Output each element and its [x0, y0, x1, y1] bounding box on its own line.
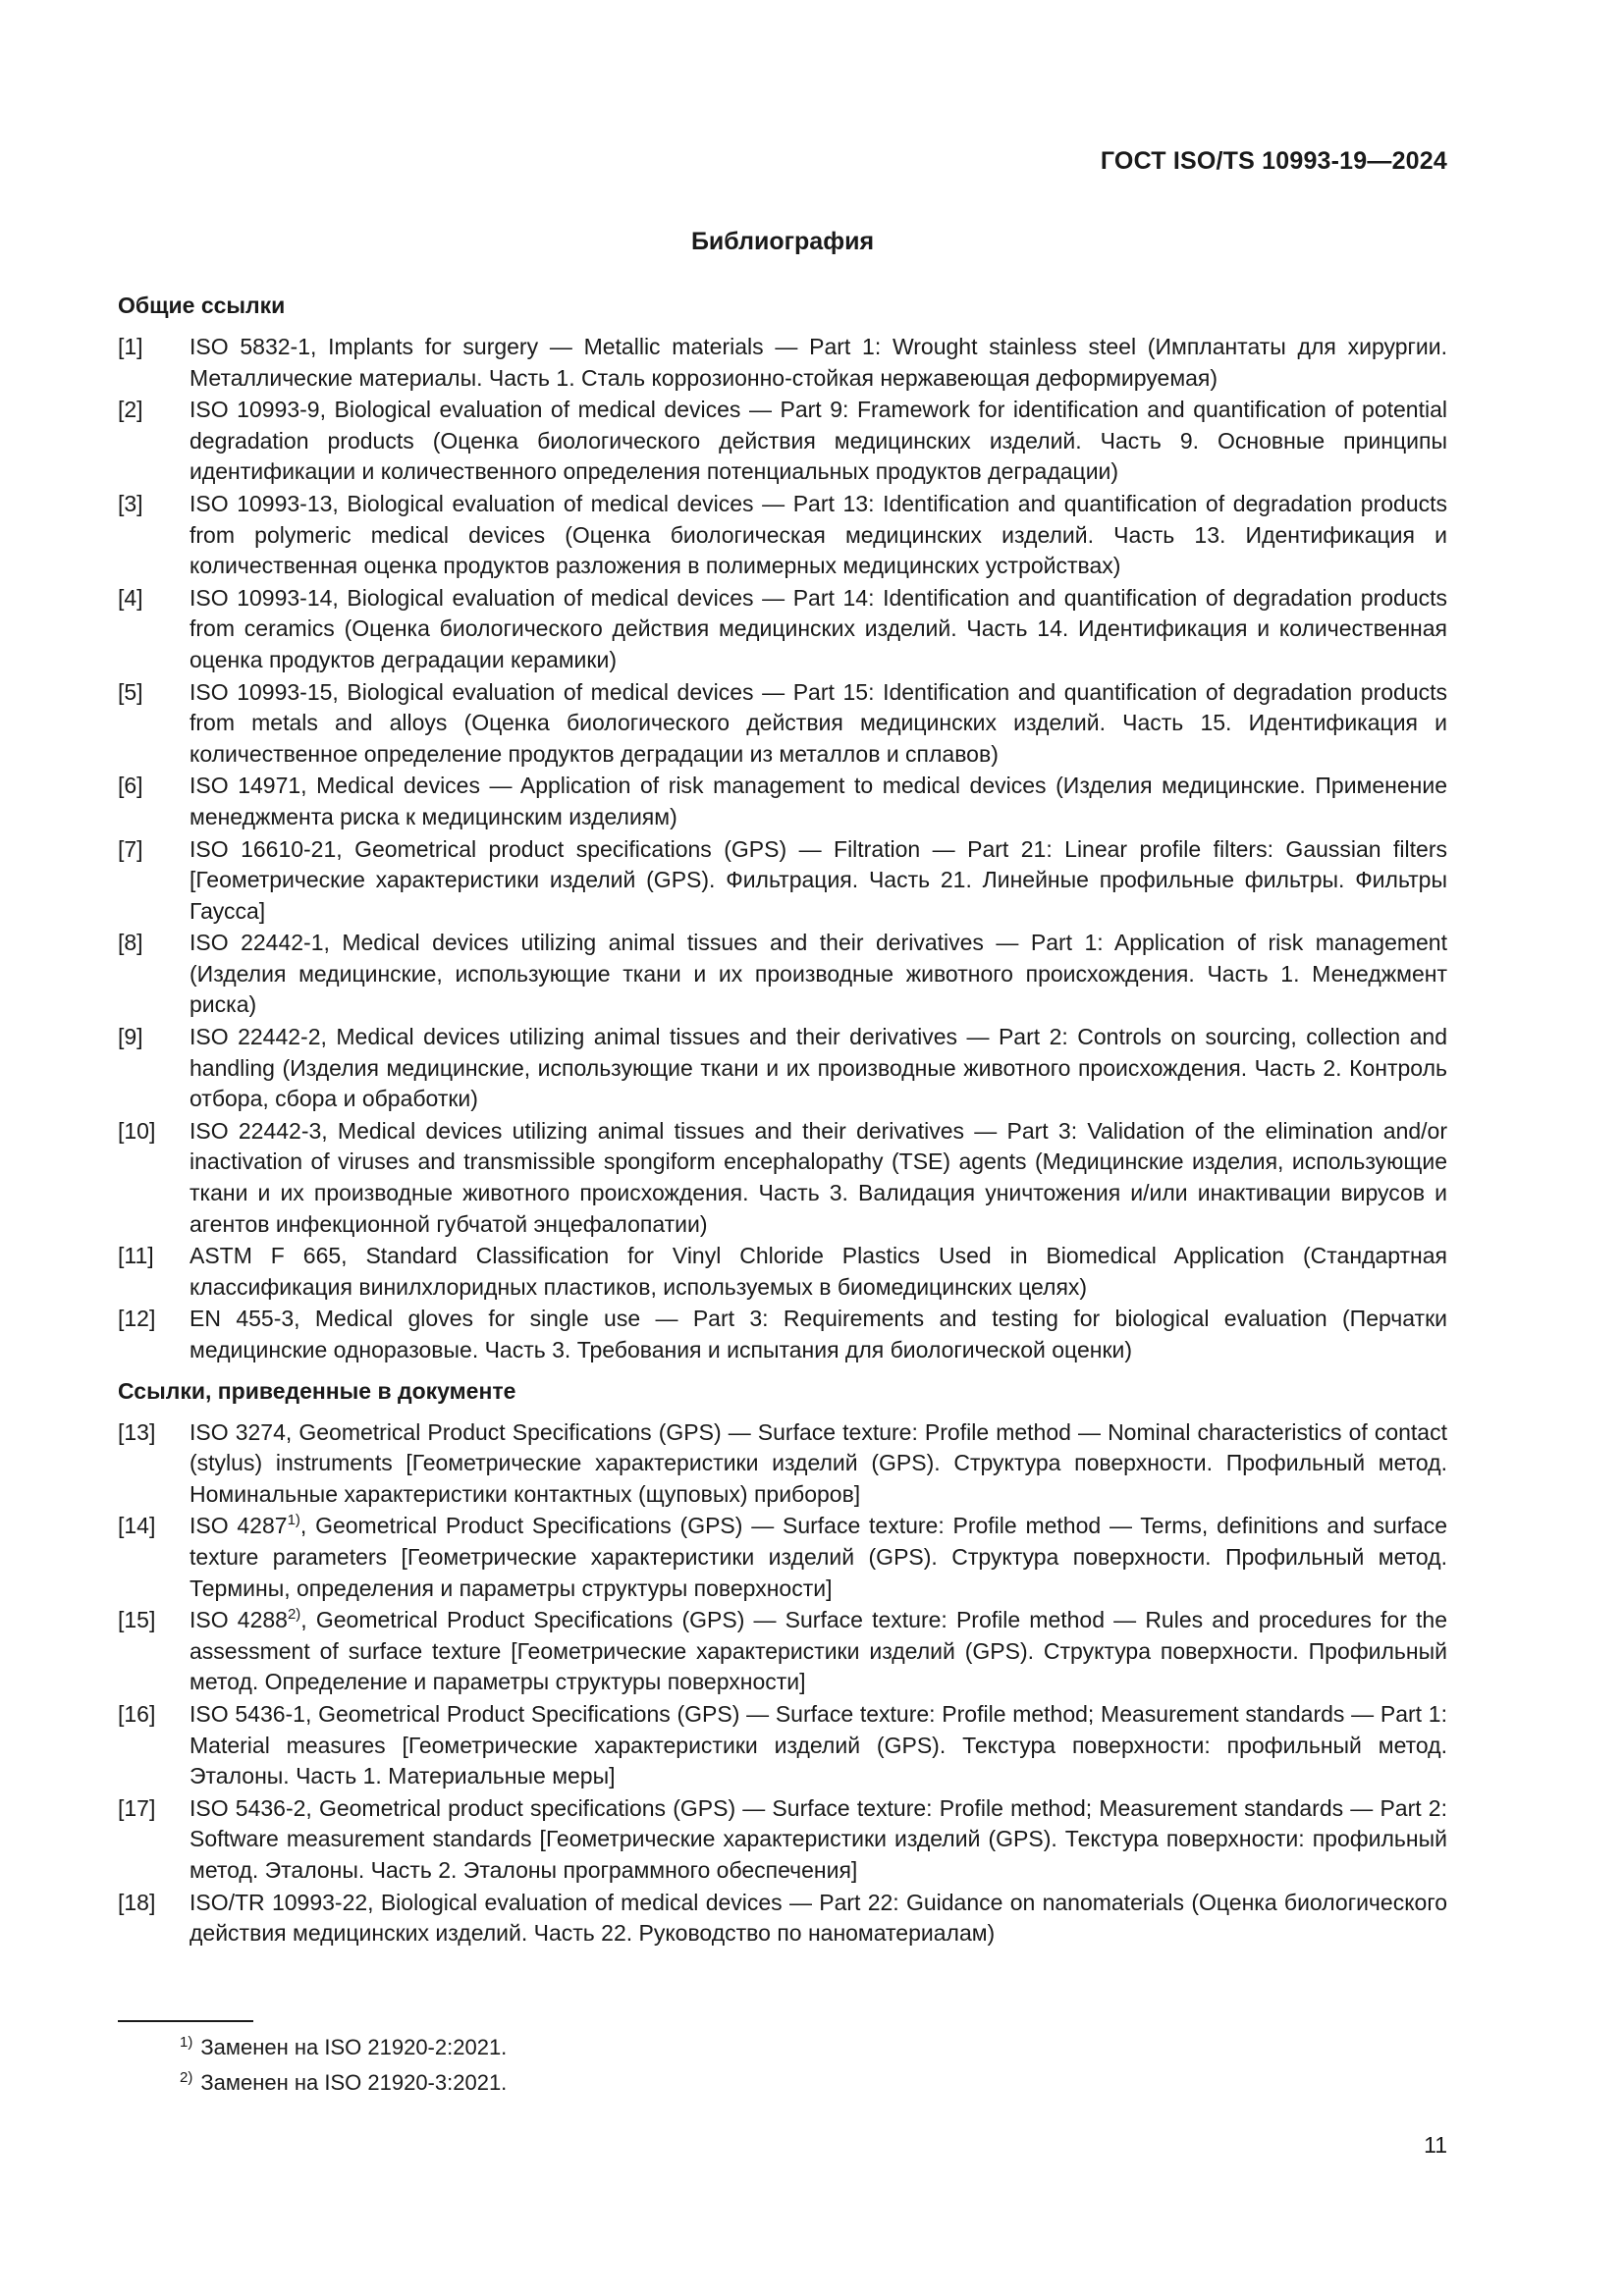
footnote-mark: 1): [180, 2034, 193, 2051]
reference-item: [118, 1699, 1447, 1792]
reference-text: ISO 10993-15, Biological evaluation of medical devices — Part 15: Identification and quantification of degradation products from metals and alloys (Оценка биологического действия медицинских изделий. Часть 15. Идентификация и количественное определение продуктов деградации из металлов и сплавов): [189, 678, 1447, 767]
reference-standard-id: ISO 4287: [189, 1513, 288, 1539]
section-heading-cited: Ссылки, приведенные в документе: [118, 1377, 516, 1404]
reference-item: [118, 1241, 1447, 1303]
bibliography-body: [118, 291, 1447, 1950]
reference-text: ISO 10993-14, Biological evaluation of medical devices — Part 14: Identification and quantification of degradation products from ceramics (Оценка биологического действия медицинских изделий. Часть 14. Идентификация и количественная оценка продуктов деградации керамики): [189, 584, 1447, 672]
reference-number: [17]: [118, 1794, 156, 1821]
reference-standard-id: ISO 5436-2: [189, 1794, 306, 1821]
page-number: 11: [1424, 2132, 1447, 2158]
reference-text: ISO 10993-9, Biological evaluation of medical devices — Part 9: Framework for identification and quantification of potential degradation products (Оценка биологического действия медицинских изделий. Часть 9. Основные принципы идентификации и количественного определения потенциальных продуктов деградации): [189, 397, 1447, 485]
reference-number: [18]: [118, 1889, 156, 1915]
reference-text: [189, 1888, 1447, 1949]
reference-title: , Geometrical Product Specifications (GPS) — Surface texture: Profile method — Terms, definitions and surface texture parameters [Геометрические характеристики изделий (GPS). Структура поверхности. Профильный метод. Термины, определения и параметры структуры поверхности]: [189, 1513, 1447, 1601]
reference-number: [4]: [118, 584, 143, 611]
reference-text: ISO 10993-13, Biological evaluation of medical devices — Part 13: Identification and quantification of degradation products from polymeric medical devices (Оценка биологическая медицинских изделий. Часть 13. Идентификация и количественная оценка продуктов разложения в полимерных медицинских устройствах): [189, 490, 1447, 579]
reference-number: [10]: [118, 1117, 156, 1144]
reference-standard-id: ISO 5436-1: [189, 1700, 305, 1727]
reference-title: , Biological evaluation of medical devices — Part 22: Guidance on nanomaterials (Оценка биологического действия медицинских изделий. Часть 22. Руководство по наноматериалам): [189, 1889, 1447, 1947]
reference-number: [8]: [118, 930, 143, 956]
reference-item: [118, 928, 1447, 1021]
reference-text: ASTM F 665, Standard Classification for Vinyl Chloride Plastics Used in Biomedical Application (Стандартная классификация винилхлоридных пластиков, используемых в биомедицинских целях): [189, 1243, 1447, 1300]
reference-item: [118, 677, 1447, 771]
reference-item: [118, 1793, 1447, 1887]
footnote-marker: 1): [287, 1512, 300, 1529]
reference-number: [6]: [118, 773, 143, 799]
document-code: ГОСТ ISO/TS 10993-19—2024: [1100, 147, 1447, 175]
reference-number: [5]: [118, 678, 143, 705]
footnote-separator: [118, 2020, 253, 2022]
reference-text: ISO 22442-2, Medical devices utilizing animal tissues and their derivatives — Part 2: Controls on sourcing, collection and handling (Изделия медицинские, использующие ткани и их производные животного происхождения. Часть 2. Контроль отбора, сбора и обработки): [189, 1024, 1447, 1112]
reference-text: ISO 5832-1, Implants for surgery — Metallic materials — Part 1: Wrought stainless steel (Имплантаты для хирургии. Металлические материалы. Часть 1. Сталь коррозионно-стойкая нержавеющая деформируемая): [189, 334, 1447, 391]
reference-item: [118, 1511, 1447, 1604]
page-title: Библиография: [690, 228, 875, 255]
reference-number: [1]: [118, 334, 143, 359]
reference-item: [118, 1417, 1447, 1511]
reference-item: [118, 1605, 1447, 1698]
footnote-item: [180, 2030, 507, 2065]
reference-item: [118, 489, 1447, 582]
general-references-list: [118, 332, 1447, 1366]
cited-references-list: [118, 1417, 1447, 1949]
reference-text: [189, 1511, 1447, 1604]
reference-item: [118, 583, 1447, 676]
reference-item: [118, 1888, 1447, 1949]
reference-text: [189, 1699, 1447, 1792]
reference-text: ISO 14971, Medical devices — Application of risk management to medical devices (Изделия медицинские. Применение менеджмента риска к медицинским изделиям): [189, 773, 1447, 829]
footnote-text: Заменен на ISO 21920-3:2021.: [200, 2070, 508, 2095]
footnotes: [180, 2030, 507, 2101]
reference-number: [7]: [118, 835, 143, 862]
reference-item: [118, 771, 1447, 832]
reference-title: , Geometrical Product Specifications (GPS) — Surface texture: Profile method; Measurement standards — Part 1: Material measures [Геометрические характеристики изделий (GPS). Текстура поверхности: профильный метод. Эталоны. Часть 1. Материальные меры]: [189, 1700, 1447, 1789]
reference-item: [118, 332, 1447, 394]
reference-standard-id: ISO/TR 10993-22: [189, 1889, 368, 1915]
reference-number: [15]: [118, 1607, 156, 1633]
footnote-marker: 2): [287, 1606, 301, 1624]
reference-item: [118, 1304, 1447, 1365]
reference-text: [189, 1417, 1447, 1511]
reference-text: ISO 22442-1, Medical devices utilizing animal tissues and their derivatives — Part 1: Application of risk management (Изделия медицинские, использующие ткани и их производные животного происхождения. Часть 1. Менеджмент риска): [189, 930, 1447, 1018]
reference-standard-id: ISO 4288: [189, 1607, 288, 1633]
reference-number: [9]: [118, 1024, 143, 1050]
reference-standard-id: ISO 3274: [189, 1418, 286, 1445]
reference-number: [2]: [118, 397, 143, 423]
reference-text: ISO 16610-21, Geometrical product specifications (GPS) — Filtration — Part 21: Linear profile filters: Gaussian filters [Геометрические характеристики изделий (GPS). Фильтрация. Часть 21. Линейные профильные фильтры. Фильтры Гаусса]: [189, 835, 1447, 924]
footnote-text: Заменен на ISO 21920-2:2021.: [200, 2035, 508, 2059]
reference-item: [118, 834, 1447, 928]
reference-number: [14]: [118, 1513, 156, 1539]
reference-number: [16]: [118, 1700, 156, 1727]
reference-text: [189, 1605, 1447, 1698]
reference-text: ISO 22442-3, Medical devices utilizing animal tissues and their derivatives — Part 3: Validation of the elimination and/or inactivation of viruses and transmissible spongiform encephalopathy (TSE) agents (Медицинские изделия, использующие ткани и их производные животного происхождения. Часть 3. Валидация уничтожения и/или инактивации вирусов и агентов инфекционной губчатой энцефалопатии): [189, 1117, 1447, 1237]
footnote-item: [180, 2065, 507, 2101]
reference-title: , Geometrical product specifications (GPS) — Surface texture: Profile method; Measurement standards — Part 2: Software measurement standards [Геометрические характеристики изделий (GPS). Текстура поверхности: профильный метод. Эталоны. Часть 2. Эталоны программного обеспечения]: [189, 1794, 1447, 1883]
reference-number: [3]: [118, 490, 143, 516]
reference-item: [118, 1022, 1447, 1115]
reference-number: [11]: [118, 1243, 154, 1269]
reference-item: [118, 1116, 1447, 1240]
section-heading-general: Общие ссылки: [118, 293, 286, 318]
reference-title: , Geometrical Product Specifications (GPS) — Surface texture: Profile method — Nominal characteristics of contact (stylus) instruments [Геометрические характеристики изделий (GPS). Структура поверхности. Профильный метод. Номинальные характеристики контактных (щуповых) приборов]: [189, 1418, 1447, 1507]
reference-number: [12]: [118, 1306, 156, 1332]
reference-number: [13]: [118, 1418, 156, 1445]
reference-title: , Geometrical Product Specifications (GPS) — Surface texture: Profile method — Rules and procedures for the assessment of surface texture [Геометрические характеристики изделий (GPS). Структура поверхности. Профильный метод. Определение и параметры структуры поверхности]: [189, 1607, 1447, 1695]
reference-item: [118, 395, 1447, 488]
footnote-mark: 2): [180, 2069, 193, 2086]
reference-text: EN 455-3, Medical gloves for single use — Part 3: Requirements and testing for biological evaluation (Перчатки медицинские одноразовые. Часть 3. Требования и испытания для биологической оценки): [189, 1306, 1447, 1362]
reference-text: [189, 1793, 1447, 1887]
